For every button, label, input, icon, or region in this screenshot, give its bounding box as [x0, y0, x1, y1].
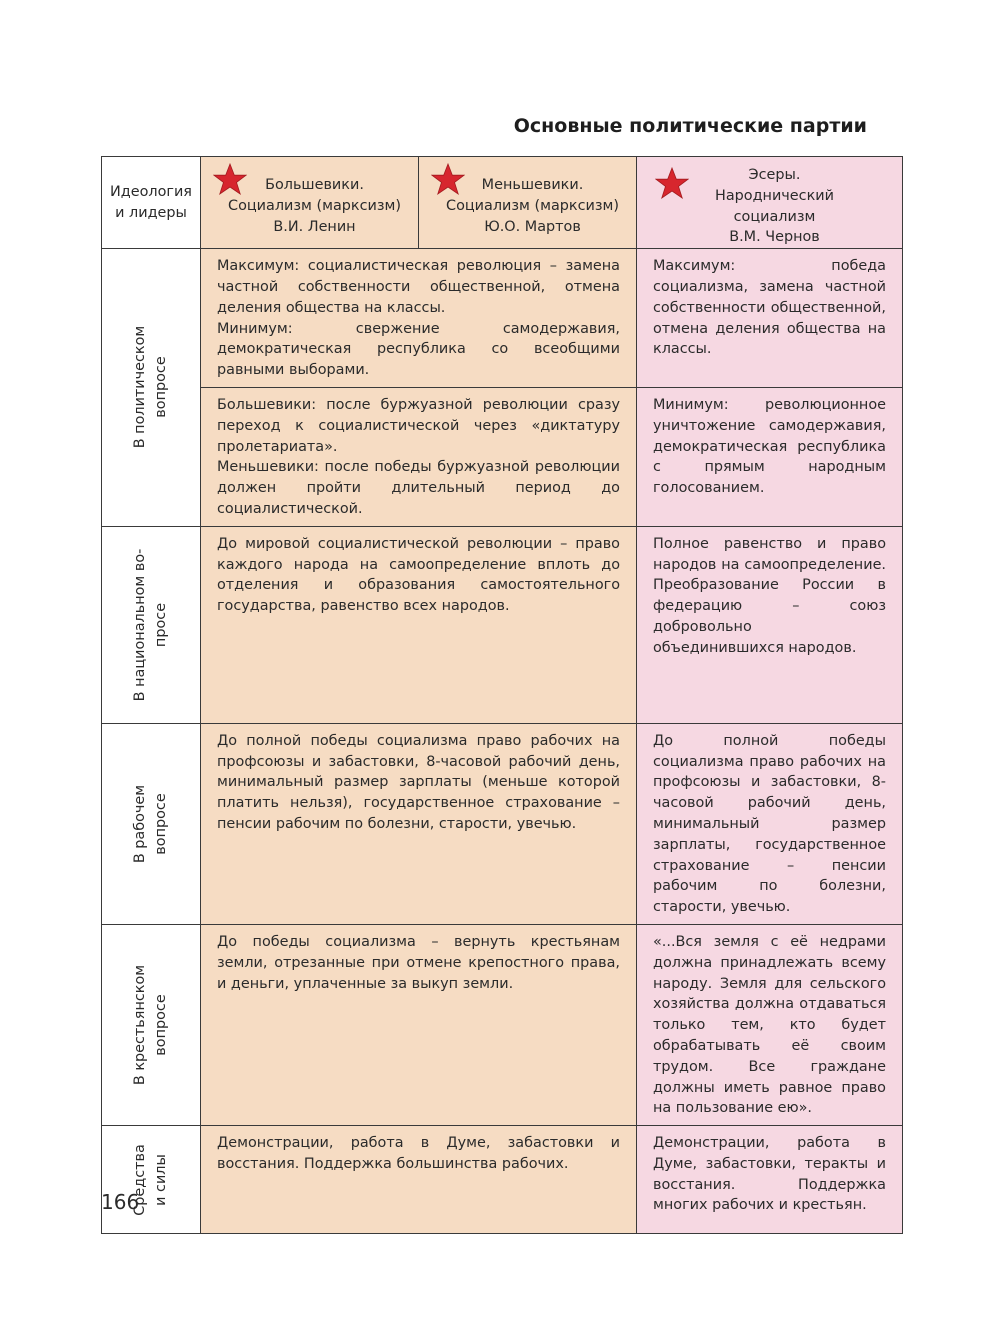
political-row-2	[102, 387, 903, 526]
means-esers	[637, 1126, 903, 1234]
header-label-line1: Идеология	[110, 183, 192, 200]
means-esers-text: Демонстрации, работа в Думе, забастовки, теракты и восстания. Поддержка многих рабочих и крестьян.	[653, 1135, 886, 1214]
political-esers-maximum-text: Максимум: победа социализма, замена частной собственности общественной, отмена деления общества на классы.	[653, 258, 886, 358]
labor-label-cell	[102, 723, 201, 924]
header-esers	[637, 157, 903, 249]
national-marxists-text: До мировой социалистической революции – право каждого народа на самоопределение вплоть до отделения и образования самостоятельного государства, равенство всех народов.	[217, 535, 620, 615]
labor-label-line1: В рабочем	[132, 784, 148, 863]
means-label-line2: и силы	[153, 1153, 169, 1206]
peasant-esers-text: «...Вся земля с её недрами должна принадлежать всему народу. Земля для сельского хозяйства должна отдаваться только тем, кто будет обрабатывать её своим трудом. Все граждане должны иметь равное право на пользование ею».	[653, 933, 886, 1117]
peasant-marxists-text: До победы социализма – вернуть крестьянам земли, отрезанные при отмене крепостного права, и деньги, уплаченные за выкуп земли.	[217, 933, 620, 992]
means-label-line1: Средства	[132, 1143, 148, 1216]
national-label-line2: просе	[153, 602, 169, 647]
peasant-esers	[637, 924, 903, 1125]
means-marxists-text: Демонстрации, работа в Думе, забастовки и восстания. Поддержка большинства рабочих.	[217, 1135, 620, 1172]
peasant-row	[102, 924, 903, 1125]
political-label-line1: В политическом	[132, 326, 148, 449]
political-esers-maximum	[637, 249, 903, 388]
page-number: 166	[101, 1190, 140, 1214]
esers-leader: В.М. Чернов	[729, 229, 820, 246]
national-row	[102, 526, 903, 723]
header-label-line2: и лидеры	[115, 204, 187, 221]
labor-esers-text: До полной победы социализма право рабочих на профсоюзы и забастовки, 8-часовой рабочий день, минимальный размер зарплаты, государственное страхование – пенсии рабочим по болезни, старости, увечью.	[653, 732, 886, 916]
national-marxists	[201, 526, 637, 723]
labor-marxists-text: До полной победы социализма право рабочих на профсоюзы и забастовки, 8-часовой рабочий день, минимальный размер зарплаты (меньше которой платить нельзя), государственное страхование – пенсии рабочим по болезни, старости, увечью.	[217, 732, 620, 832]
labor-row	[102, 723, 903, 924]
labor-esers	[637, 723, 903, 924]
esers-ideology-2: социализм	[733, 208, 816, 225]
political-label-cell	[102, 249, 201, 527]
means-label-cell	[102, 1126, 201, 1234]
peasant-label-line2: вопросе	[153, 994, 169, 1056]
peasant-marxists	[201, 924, 637, 1125]
political-esers-minimum-text: Минимум: революционное уничтожение самодержавия, демократическая республика с прямым народным голосованием.	[653, 396, 886, 497]
peasant-label-cell	[102, 924, 201, 1125]
header-mensheviks	[419, 157, 637, 249]
labor-label	[130, 785, 172, 863]
esers-ideology-1: Народнический	[715, 187, 834, 204]
political-label-line2: вопросе	[153, 356, 169, 419]
red-star-icon	[431, 163, 465, 197]
political-bolsheviks-view: Большевики: после буржуазной революции сразу переход к социалистической через «диктатуру пролетариата».	[217, 396, 620, 455]
header-row	[102, 157, 903, 249]
bolsheviks-name: Большевики.	[265, 177, 364, 193]
national-esers	[637, 526, 903, 723]
mensheviks-name: Меньшевики.	[481, 177, 584, 193]
political-row-1	[102, 249, 903, 388]
political-esers-minimum	[637, 387, 903, 526]
labor-label-line2: вопросе	[153, 793, 169, 855]
esers-name: Эсеры.	[748, 167, 801, 183]
parties-table	[101, 156, 903, 1234]
page-title: Основные политические партии	[513, 115, 867, 137]
political-maximum: Максимум: социалистическая революция – замена частной собственности общественной, отмена деления общества на классы.	[217, 258, 620, 316]
national-label	[130, 548, 172, 701]
mensheviks-leader: Ю.О. Мартов	[484, 218, 581, 235]
political-label	[130, 326, 172, 449]
national-esers-text: Полное равенство и право народов на самоопределение. Преобразование России в федерацию – союз добровольно объединившихся народов.	[653, 535, 886, 656]
political-minimum: Минимум: свержение самодержавия, демократическая республика со всеобщими равными выборами.	[217, 320, 620, 379]
peasant-label	[130, 965, 172, 1085]
labor-marxists	[201, 723, 637, 924]
mensheviks-ideology: Социализм (марксизм)	[446, 197, 619, 214]
bolsheviks-leader: В.И. Ленин	[273, 218, 356, 235]
political-marxists-transition	[201, 387, 637, 526]
national-label-cell	[102, 526, 201, 723]
political-marxists-goals	[201, 249, 637, 388]
header-label-cell	[102, 157, 201, 249]
red-star-icon	[213, 163, 247, 197]
means-row	[102, 1126, 903, 1234]
means-marxists	[201, 1126, 637, 1234]
peasant-label-line1: В крестьянском	[132, 964, 148, 1086]
bolsheviks-ideology: Социализм (марксизм)	[228, 197, 401, 214]
red-star-icon	[655, 167, 689, 201]
header-bolsheviks	[201, 157, 419, 249]
national-label-line1: В национальном во-	[132, 548, 148, 702]
political-mensheviks-view: Меньшевики: после победы буржуазной революции должен пройти длительный период до социалистической.	[217, 459, 620, 517]
